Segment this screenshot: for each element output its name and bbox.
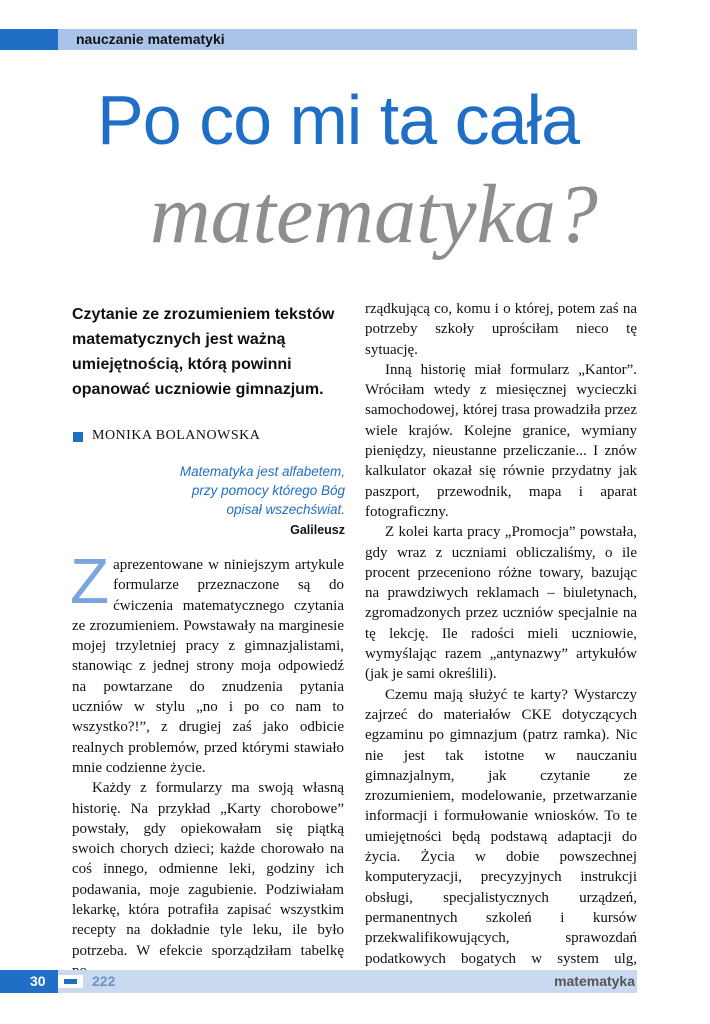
body-column-right xyxy=(365,299,637,989)
drop-cap: Z xyxy=(70,545,110,617)
author-name: MONIKA BOLANOWSKA xyxy=(92,428,261,443)
body-paragraph: Inną historię miał formularz „Kantor”. Wróciłam wtedy z miesięcznej wycieczki samochodowej, której trasa prowadziła przez wiele krajów. Kolejne granice, wymiany pieniędzy, nieustanne przeliczanie... I znów kalkulator okazał się równie przydatny jak paszport, przewodnik, mapa i aparat fotograficzny. xyxy=(365,361,637,520)
body-paragraph: Każdy z formularzy ma swoją własną historię. Na przykład „Karty chorobowe” powstały, gdy opiekowałam się piątką swoich chorych dzieci; każde chorowało na coś innego, odmienne leki, godziny ich podawania, moje zagubienie. Podziwiałam lekarkę, która potrafiła zapisać wszystkim recepty na dokładnie tyle leku, ile było potrzeba. W efekcie sporządziłam tabelkę xyxy=(72,780,344,959)
body-column-left xyxy=(70,545,344,981)
issue-number: 222 xyxy=(92,973,116,989)
footer-separator-mark xyxy=(64,979,77,984)
section-label: nauczanie matematyki xyxy=(76,31,225,47)
body-paragraph: Zaprezentowane w niniejszym artykule formularze przeznaczone są do ćwiczenia matematycznego czytania ze zrozumieniem. Powstawały na marginesie mojej trzyletniej pracy z gimnazjalistami, stanowiąc z jednej strony moja odpowiedź na powtarzane do znudzenia pytania uczniów w stylu „no i po co nam to wszystko?!”, z drugiej zaś jako odbicie realnych problemów, przed którymi stawiało mnie codzienne życie. xyxy=(70,545,344,776)
epigraph-quote: Matematyka jest alfabetem, przy pomocy którego Bóg opisał wszechświat. xyxy=(179,464,345,517)
lead-paragraph: Czytanie ze zrozumieniem tekstów matematycznych jest ważną umiejętnością, którą powinni opanować uczniowie gimnazjum. xyxy=(72,306,335,398)
body-paragraph-continued: rządkującą co, komu i o której, potem zaś na potrzeby szkoły uprościłam nieco tę sytuację. xyxy=(365,301,637,358)
body-paragraph: Czemu mają służyć te karty? Wystarczy zajrzeć do materiałów CKE dotyczących egzaminu po gimnazjum (patrz ramka). Nic nie jest tak istotne w nauczaniu gimnazjalnym, jak czytanie ze zrozumieniem, modelowanie, przetwarzanie informacji i formułowanie wniosków. To te umiejętności będą podstawą adaptacji do życia. Życia w dobie powszechnej komputeryzacji, precyzyjnych instrukcji obsługi, specjalistycznych urządzeń, permanentnych szkoleń i kursów przekwalifikowujących, sprawozdań podatkowych bogatych w system ulg, xyxy=(365,686,637,967)
epigraph-author: Galileusz xyxy=(290,523,345,537)
body-paragraph: Z kolei karta pracy „Promocja” powstała, gdy wraz z uczniami obliczaliśmy, o ile procent przeceniono różne towary, bazując na prawdziwych reklamach – biuletynach, zgromadzonych przez uczniów specjalnie na tę lekcję. Ile radości mieli uczniowie, wymyślając razem „antynazwy” artykułów (jak je sami określili). xyxy=(365,524,637,683)
title-line-2: matematyka? xyxy=(150,168,598,261)
footer-accent xyxy=(0,970,58,993)
author-bullet-icon xyxy=(73,432,83,442)
page-number: 30 xyxy=(30,973,46,989)
header-accent xyxy=(0,29,58,50)
title-line-1: Po co mi ta cała xyxy=(97,81,579,159)
journal-name: matematyka xyxy=(554,973,635,989)
